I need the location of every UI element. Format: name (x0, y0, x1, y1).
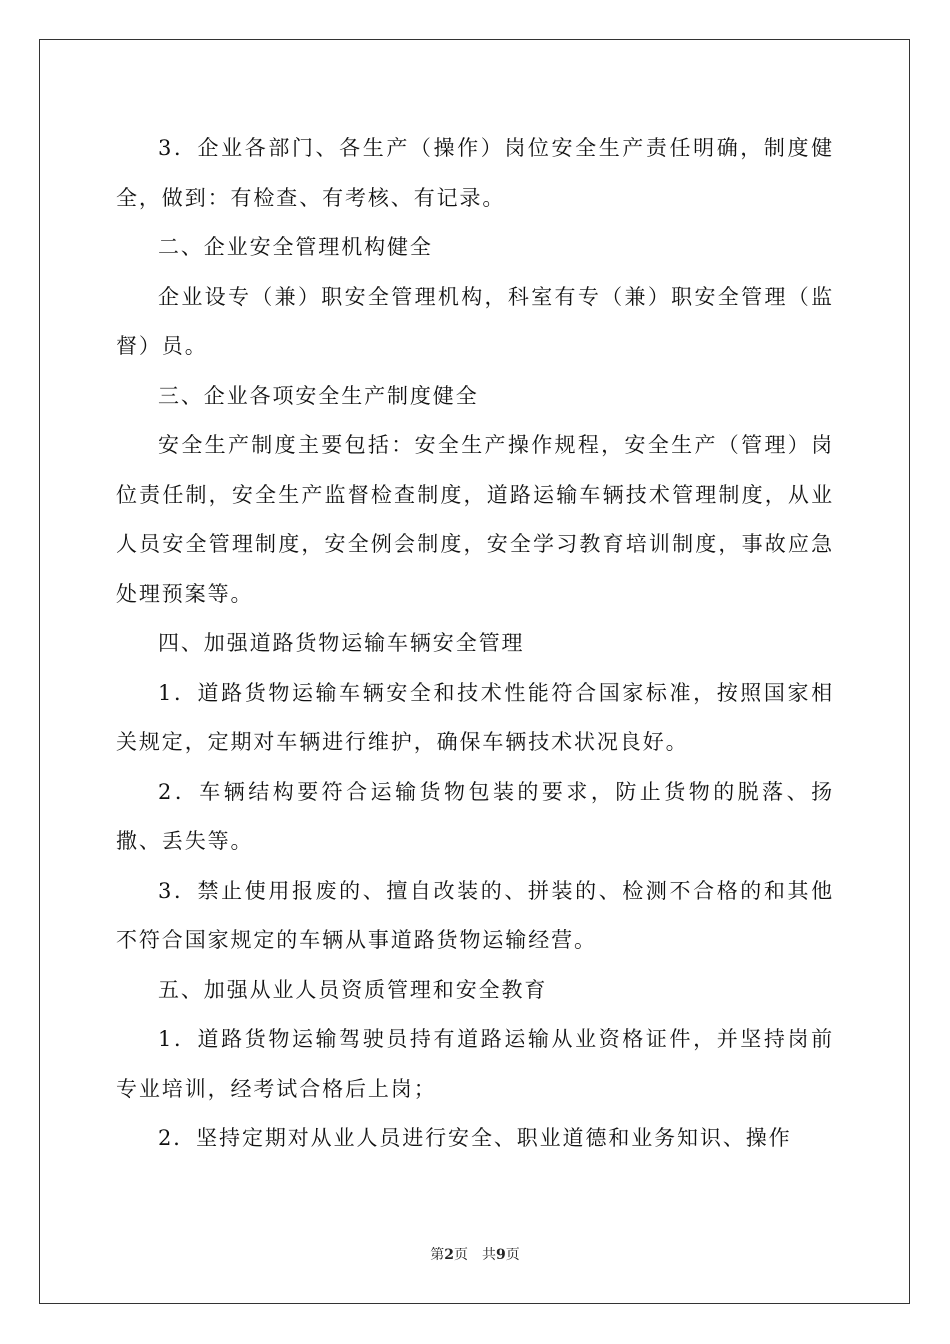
paragraph: 3．企业各部门、各生产（操作）岗位安全生产责任明确，制度健全，做到：有检查、有考核、有记录。 (116, 136, 834, 210)
paragraph: 1．道路货物运输车辆安全和技术性能符合国家标准，按照国家相关规定，定期对车辆进行维护，确保车辆技术状况良好。 (116, 680, 834, 754)
footer-prefix: 第 (430, 1247, 445, 1263)
paragraph: 2．坚持定期对从业人员进行安全、职业道德和业务知识、操作 (158, 1126, 792, 1150)
footer-total-suffix: 页 (505, 1247, 520, 1263)
paragraph: 3．禁止使用报废的、擅自改装的、拼装的、检测不合格的和其他不符合国家规定的车辆从事道路货物运输经营。 (116, 878, 834, 952)
footer-total-prefix: 共 (482, 1247, 496, 1263)
document-body (116, 124, 834, 1164)
section-heading: 二、企业安全管理机构健全 (158, 235, 433, 259)
section-heading: 四、加强道路货物运输车辆安全管理 (158, 631, 525, 655)
total-pages-number: 9 (496, 1247, 506, 1263)
current-page-number: 2 (444, 1247, 454, 1263)
paragraph: 2．车辆结构要符合运输货物包装的要求，防止货物的脱落、扬撒、丢失等。 (116, 779, 834, 853)
section-heading: 三、企业各项安全生产制度健全 (158, 383, 479, 408)
section-heading: 五、加强从业人员资质管理和安全教育 (158, 977, 548, 1002)
footer-page-suffix: 页 (454, 1247, 468, 1263)
paragraph: 1．道路货物运输驾驶员持有道路运输从业资格证件，并坚持岗前专业培训，经考试合格后上岗； (116, 1027, 834, 1101)
paragraph: 企业设专（兼）职安全管理机构，科室有专（兼）职安全管理（监督）员。 (116, 284, 834, 358)
paragraph: 安全生产制度主要包括：安全生产操作规程，安全生产（管理）岗位责任制，安全生产监督检查制度，道路运输车辆技术管理制度，从业人员安全管理制度，安全例会制度，安全学习教育培训制度，事故应急处理预案等。 (116, 433, 834, 606)
page-footer (0, 1246, 950, 1264)
